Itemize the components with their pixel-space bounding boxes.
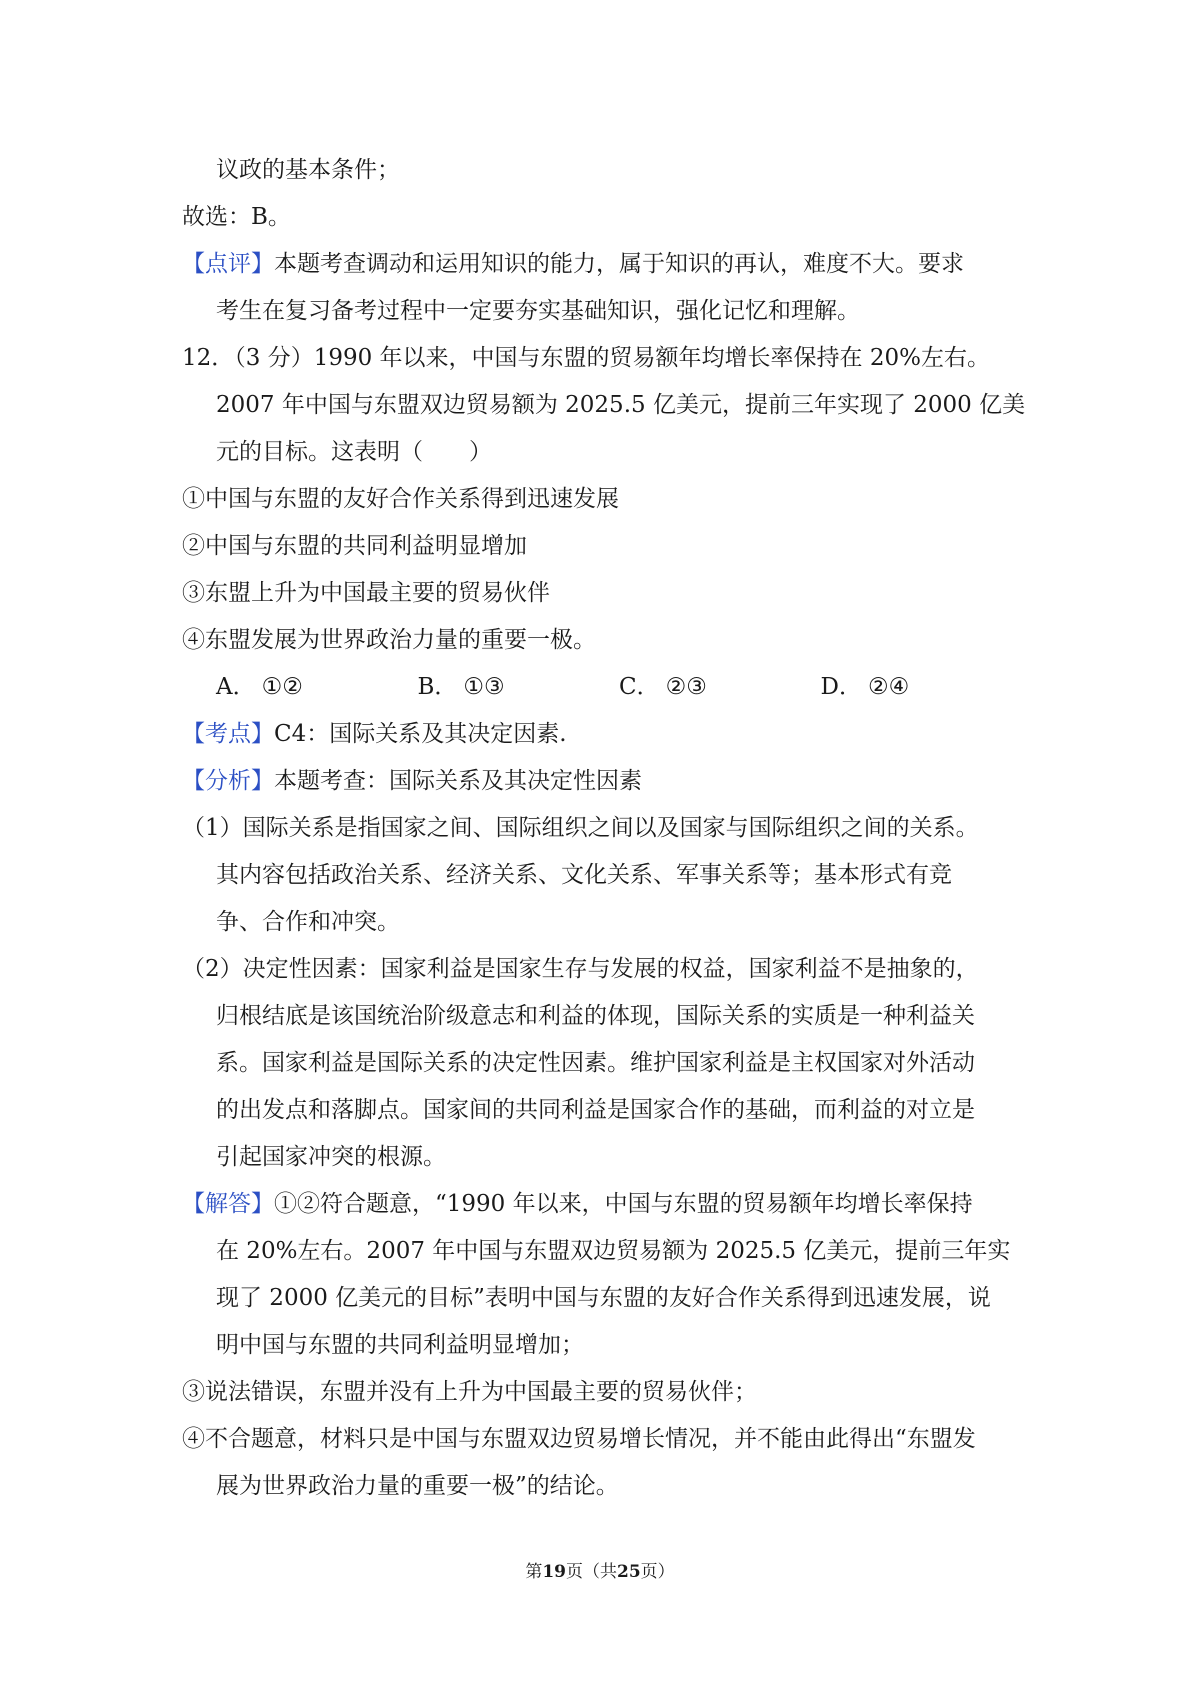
statement-3: ③东盟上升为中国最主要的贸易伙伴 [182,580,550,606]
total-page-count: 25 [617,1562,641,1582]
solution-item-4-line2: 展为世界政治力量的重要一极”的结论。 [216,1473,619,1499]
text-line: 议政的基本条件； [216,157,400,183]
knowledge-point-line [182,711,1022,758]
knowledge-point-text: C4：国际关系及其决定因素. [274,721,567,747]
question-12-line3: 元的目标。这表明（ ） [216,439,492,465]
page-content [182,147,1026,1510]
option-b: B． ①③ [417,674,505,700]
solution-line4: 明中国与东盟的共同利益明显增加； [216,1332,584,1358]
answer-options [182,664,1022,711]
question-12-line1: 12．（3 分）1990 年以来，中国与东盟的贸易额年均增长率保持在 20%左右。 [182,345,990,371]
analysis-point-2-line3: 系。国家利益是国际关系的决定性因素。维护国家利益是主权国家对外活动 [216,1050,975,1076]
solution-item-4-line1: ④不合题意，材料只是中国与东盟双边贸易增长情况，并不能由此得出“东盟发 [182,1426,976,1452]
solution-line2: 在 20%左右。2007 年中国与东盟双边贸易额为 2025.5 亿美元，提前三年实 [216,1238,1011,1264]
comment-tag: 【点评】 [182,251,274,277]
current-page-number: 19 [542,1562,566,1582]
analysis-text: 本题考查：国际关系及其决定性因素 [274,768,642,794]
analysis-point-1-line2: 其内容包括政治关系、经济关系、文化关系、军事关系等；基本形式有竞 [216,862,952,888]
comment-text: 本题考查调动和运用知识的能力，属于知识的再认，难度不大。要求 [274,251,964,277]
analysis-point-2-line1: （2）决定性因素：国家利益是国家生存与发展的权益，国家利益不是抽象的， [182,956,979,982]
analysis-point-2-line5: 引起国家冲突的根源。 [216,1144,446,1170]
analysis-point-2-line4: 的出发点和落脚点。国家间的共同利益是国家合作的基础，而利益的对立是 [216,1097,975,1123]
comment-continuation: 考生在复习备考过程中一定要夯实基础知识，强化记忆和理解。 [216,298,860,324]
solution-line3: 现了 2000 亿美元的目标”表明中国与东盟的友好合作关系得到迅速发展，说 [216,1285,991,1311]
statement-2: ②中国与东盟的共同利益明显增加 [182,533,527,559]
comment-line [182,241,1022,288]
analysis-point-1-line3: 争、合作和冲突。 [216,909,400,935]
option-d: D． ②④ [820,674,910,700]
statement-4: ④东盟发展为世界政治力量的重要一极。 [182,627,596,653]
analysis-line [182,758,1022,805]
analysis-point-2-line2: 归根结底是该国统治阶级意志和利益的体现，国际关系的实质是一种利益关 [216,1003,975,1029]
option-a: A． ①② [216,674,303,700]
page-footer: 第19页（共25页） [525,1562,675,1582]
analysis-tag: 【分析】 [182,768,274,794]
solution-item-3: ③说法错误，东盟并没有上升为中国最主要的贸易伙伴； [182,1379,757,1405]
question-12-line2: 2007 年中国与东盟双边贸易额为 2025.5 亿美元，提前三年实现了 2000 亿美 [216,392,1026,418]
answer-choice-line: 故选：B。 [182,204,291,230]
solution-tag: 【解答】 [182,1191,274,1217]
statement-1: ①中国与东盟的友好合作关系得到迅速发展 [182,486,619,512]
solution-line [182,1181,1022,1228]
option-c: C． ②③ [619,674,707,700]
analysis-point-1-line1: （1）国际关系是指国家之间、国际组织之间以及国家与国际组织之间的关系。 [182,815,979,841]
solution-text: ①②符合题意，“1990 年以来，中国与东盟的贸易额年均增长率保持 [274,1191,973,1217]
knowledge-point-tag: 【考点】 [182,721,274,747]
